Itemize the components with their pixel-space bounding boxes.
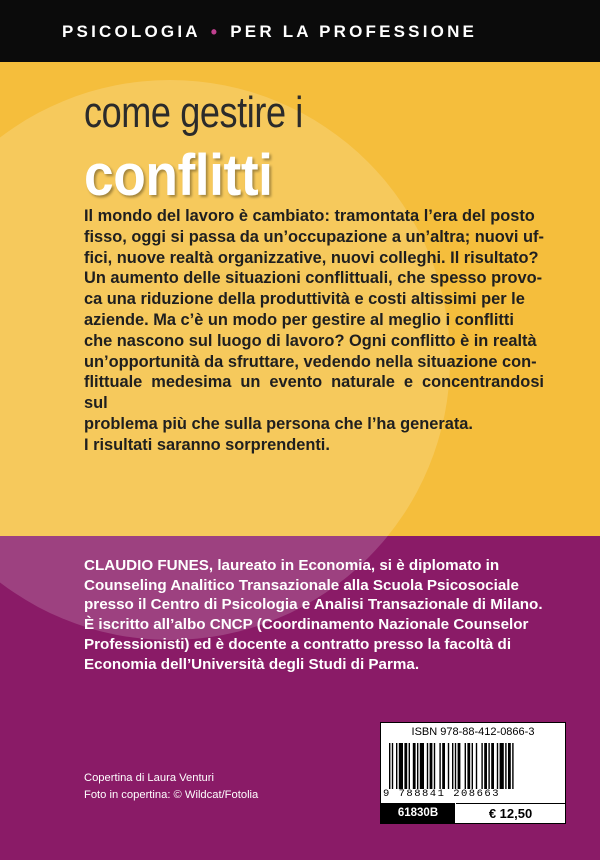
series-subtitle: PER LA PROFESSIONE <box>230 22 478 41</box>
ean-digits: 9 788841 208663 <box>383 788 501 800</box>
series-name: PSICOLOGIA <box>62 22 201 41</box>
series-separator: • <box>210 21 221 42</box>
series-title <box>62 18 582 46</box>
series-bar <box>0 0 600 62</box>
price: € 12,50 <box>456 803 565 823</box>
barcode-icon <box>389 743 557 789</box>
isbn-text: ISBN 978-88-412-0866-3 <box>411 726 535 738</box>
cover-credits: Copertina di Laura Venturi Foto in copertina: © Wildcat/Fotolia <box>84 772 259 801</box>
barcode-label <box>380 722 566 824</box>
book-title-line1: come gestire i <box>84 88 303 137</box>
book-title-line2: conflitti <box>84 143 273 208</box>
book-description: Il mondo del lavoro è cambiato: tramontata l’era del posto fisso, oggi si passa da un’occupazione a un’altra; nuovi uf- fici, nuove realtà organizzative, nuovi colleghi. Il risultato? Un aumento delle situazioni conflittuali, che spesso provo- ca una riduzione della produttività e costi altissimi per le aziende. Ma c’è un modo per gestire al meglio i conflitti che nascono sul luogo di lavoro? Ogni conflitto è in realtà un’opportunità da sfruttare, vedendo nella situazione con- flittuale medesima un evento naturale e concentrandosi sul problema più che sulla persona che l’ha generata. I risultati saranno sorprendenti. <box>84 207 544 454</box>
author-bio: CLAUDIO FUNES, laureato in Economia, si è diplomato in Counseling Analitico Transazionale alla Scuola Psicosociale presso il Centro di Psicologia e Analisi Transazionale di Milano. È iscritto all’albo CNCP (Coordinamento Nazionale Counselor Professionisti) ed è docente a contratto presso la facoltà di Economia dell’Università degli Studi di Parma. <box>84 557 543 673</box>
product-code: 61830B <box>381 803 455 823</box>
